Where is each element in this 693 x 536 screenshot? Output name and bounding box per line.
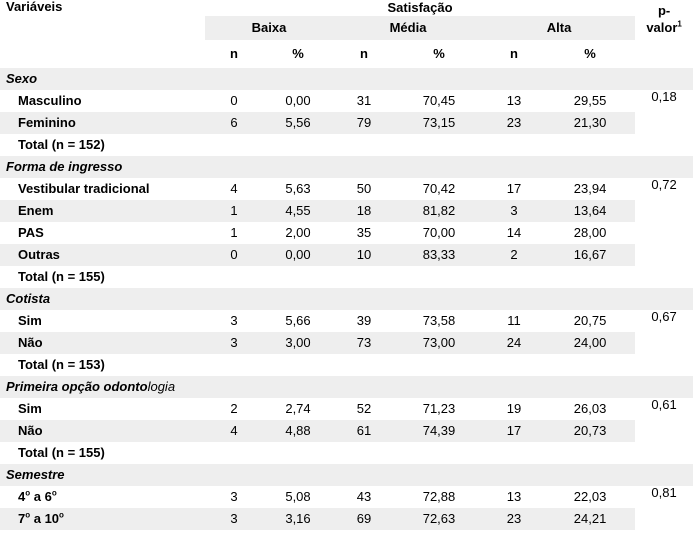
cell: 3 (230, 313, 238, 328)
row-label: Não (18, 423, 43, 438)
cell: 18 (356, 203, 372, 218)
cell: 23 (506, 115, 522, 130)
group-title-rest-part: logia (147, 379, 176, 394)
p-value: 0,61 (651, 397, 677, 412)
group-title-primeira-opcao (0, 376, 693, 398)
group-title-row (0, 156, 693, 178)
group-title-row (0, 68, 693, 90)
cell: 1 (230, 225, 238, 240)
table-row (0, 90, 693, 112)
table-row (0, 200, 693, 222)
header-n-alta: n (510, 46, 518, 61)
header-media: Média (333, 16, 483, 40)
label-part: 7 (18, 511, 26, 526)
cell: 72,63 (422, 511, 456, 526)
header-p-valor-sup: 1 (677, 19, 682, 29)
cell: 13 (506, 489, 522, 504)
cell: 69 (356, 511, 372, 526)
group-title-sexo: Sexo (6, 71, 38, 86)
label-part: a 6 (30, 489, 52, 504)
row-label: PAS (18, 225, 44, 240)
row-label: Enem (18, 203, 54, 218)
table-row (0, 178, 693, 200)
total-label: Total (n = 155) (18, 445, 105, 460)
row-label: Feminino (18, 115, 76, 130)
table-row (0, 420, 693, 442)
cell: 81,82 (422, 203, 456, 218)
header-p-valor-line2: valor (646, 20, 678, 35)
label-sup: o (25, 488, 31, 498)
row-label: Sim (18, 313, 42, 328)
cell: 20,73 (573, 423, 607, 438)
header-satisfacao: Satisfação (387, 0, 453, 15)
header-n-media: n (360, 46, 368, 61)
cell: 61 (356, 423, 372, 438)
table-row (0, 244, 693, 266)
cell: 13,64 (573, 203, 607, 218)
row-label: Masculino (18, 93, 82, 108)
header-n-baixa: n (230, 46, 238, 61)
cell: 74,39 (422, 423, 456, 438)
row-label: Sim (18, 401, 42, 416)
cell: 4 (230, 181, 238, 196)
cell: 19 (506, 401, 522, 416)
p-value: 0,18 (651, 89, 677, 104)
cell: 22,03 (573, 489, 607, 504)
cell: 24,00 (573, 335, 607, 350)
table-row (0, 508, 693, 530)
cell: 2 (510, 247, 518, 262)
row-label (0, 508, 205, 530)
header-pct-alta: % (584, 46, 596, 61)
total-label: Total (n = 155) (18, 269, 105, 284)
cell: 3 (230, 489, 238, 504)
cell: 70,42 (422, 181, 456, 196)
cell: 52 (356, 401, 372, 416)
cell: 70,00 (422, 225, 456, 240)
cell: 0 (230, 247, 238, 262)
cell: 24,21 (573, 511, 607, 526)
cell: 39 (356, 313, 372, 328)
cell: 31 (356, 93, 372, 108)
cell: 43 (356, 489, 372, 504)
total-row (0, 442, 693, 464)
p-value: 0,67 (651, 309, 677, 324)
header-p-valor (635, 0, 693, 68)
table-row (0, 222, 693, 244)
cell: 26,03 (573, 401, 607, 416)
p-value: 0,72 (651, 177, 677, 192)
group-title-row (0, 464, 693, 486)
cell: 83,33 (422, 247, 456, 262)
cell: 21,30 (573, 115, 607, 130)
cell: 2 (230, 401, 238, 416)
cell: 20,75 (573, 313, 607, 328)
cell: 5,08 (285, 489, 311, 504)
group-title-row (0, 376, 693, 398)
cell: 29,55 (573, 93, 607, 108)
row-label: Vestibular tradicional (18, 181, 150, 196)
label-sup: o (25, 510, 31, 520)
header-baixa: Baixa (205, 16, 333, 40)
cell: 73 (356, 335, 372, 350)
cell: 4,88 (285, 423, 311, 438)
cell: 50 (356, 181, 372, 196)
table-row (0, 310, 693, 332)
header-variaveis: Variáveis (6, 0, 63, 14)
cell: 0,00 (285, 247, 311, 262)
cell: 5,63 (285, 181, 311, 196)
cell: 79 (356, 115, 372, 130)
cell: 23 (506, 511, 522, 526)
cell: 17 (506, 181, 522, 196)
total-row (0, 354, 693, 376)
table-row (0, 112, 693, 134)
cell: 10 (356, 247, 372, 262)
cell: 14 (506, 225, 522, 240)
cell: 24 (506, 335, 522, 350)
header-p-valor-line1: p- (657, 3, 671, 18)
cell: 2,74 (285, 401, 311, 416)
cell: 6 (230, 115, 238, 130)
row-label: Não (18, 335, 43, 350)
cell: 3 (510, 203, 518, 218)
cell: 16,67 (573, 247, 607, 262)
table-row (0, 486, 693, 508)
row-label (0, 486, 205, 508)
cell: 0,00 (285, 93, 311, 108)
table-row (0, 398, 693, 420)
group-title-row (0, 288, 693, 310)
total-label: Total (n = 153) (18, 357, 105, 372)
table-row (0, 332, 693, 354)
label-part: 4 (18, 489, 26, 504)
cell: 70,45 (422, 93, 456, 108)
total-label: Total (n = 152) (18, 137, 105, 152)
group-title-cotista: Cotista (6, 291, 51, 306)
group-title-bold-part: Primeira opção odonto (6, 379, 148, 394)
cell: 1 (230, 203, 238, 218)
header-alta: Alta (483, 16, 635, 40)
cell: 13 (506, 93, 522, 108)
row-label: Outras (18, 247, 60, 262)
total-row (0, 266, 693, 288)
cell: 17 (506, 423, 522, 438)
total-row (0, 134, 693, 156)
cell: 73,15 (422, 115, 456, 130)
label-part: a 10 (30, 511, 60, 526)
cell: 28,00 (573, 225, 607, 240)
cell: 73,00 (422, 335, 456, 350)
header-pct-media: % (433, 46, 445, 61)
label-sup: o (51, 488, 57, 498)
header-pct-baixa: % (292, 46, 304, 61)
cell: 72,88 (422, 489, 456, 504)
cell: 3 (230, 511, 238, 526)
cell: 73,58 (422, 313, 456, 328)
group-title-semestre: Semestre (6, 467, 65, 482)
cell: 4,55 (285, 203, 311, 218)
cell: 11 (507, 313, 521, 328)
cell: 35 (356, 225, 372, 240)
cell: 0 (230, 93, 238, 108)
cell: 3 (230, 335, 238, 350)
group-title-forma-ingresso: Forma de ingresso (6, 159, 123, 174)
p-value: 0,81 (651, 485, 677, 500)
cell: 3,16 (285, 511, 311, 526)
cell: 71,23 (422, 401, 456, 416)
header-row-1 (0, 0, 693, 16)
cell: 5,66 (285, 313, 311, 328)
cell: 4 (230, 423, 238, 438)
cell: 23,94 (573, 181, 607, 196)
cell: 5,56 (285, 115, 311, 130)
cell: 3,00 (285, 335, 311, 350)
label-sup: o (59, 510, 64, 520)
cell: 2,00 (285, 225, 311, 240)
